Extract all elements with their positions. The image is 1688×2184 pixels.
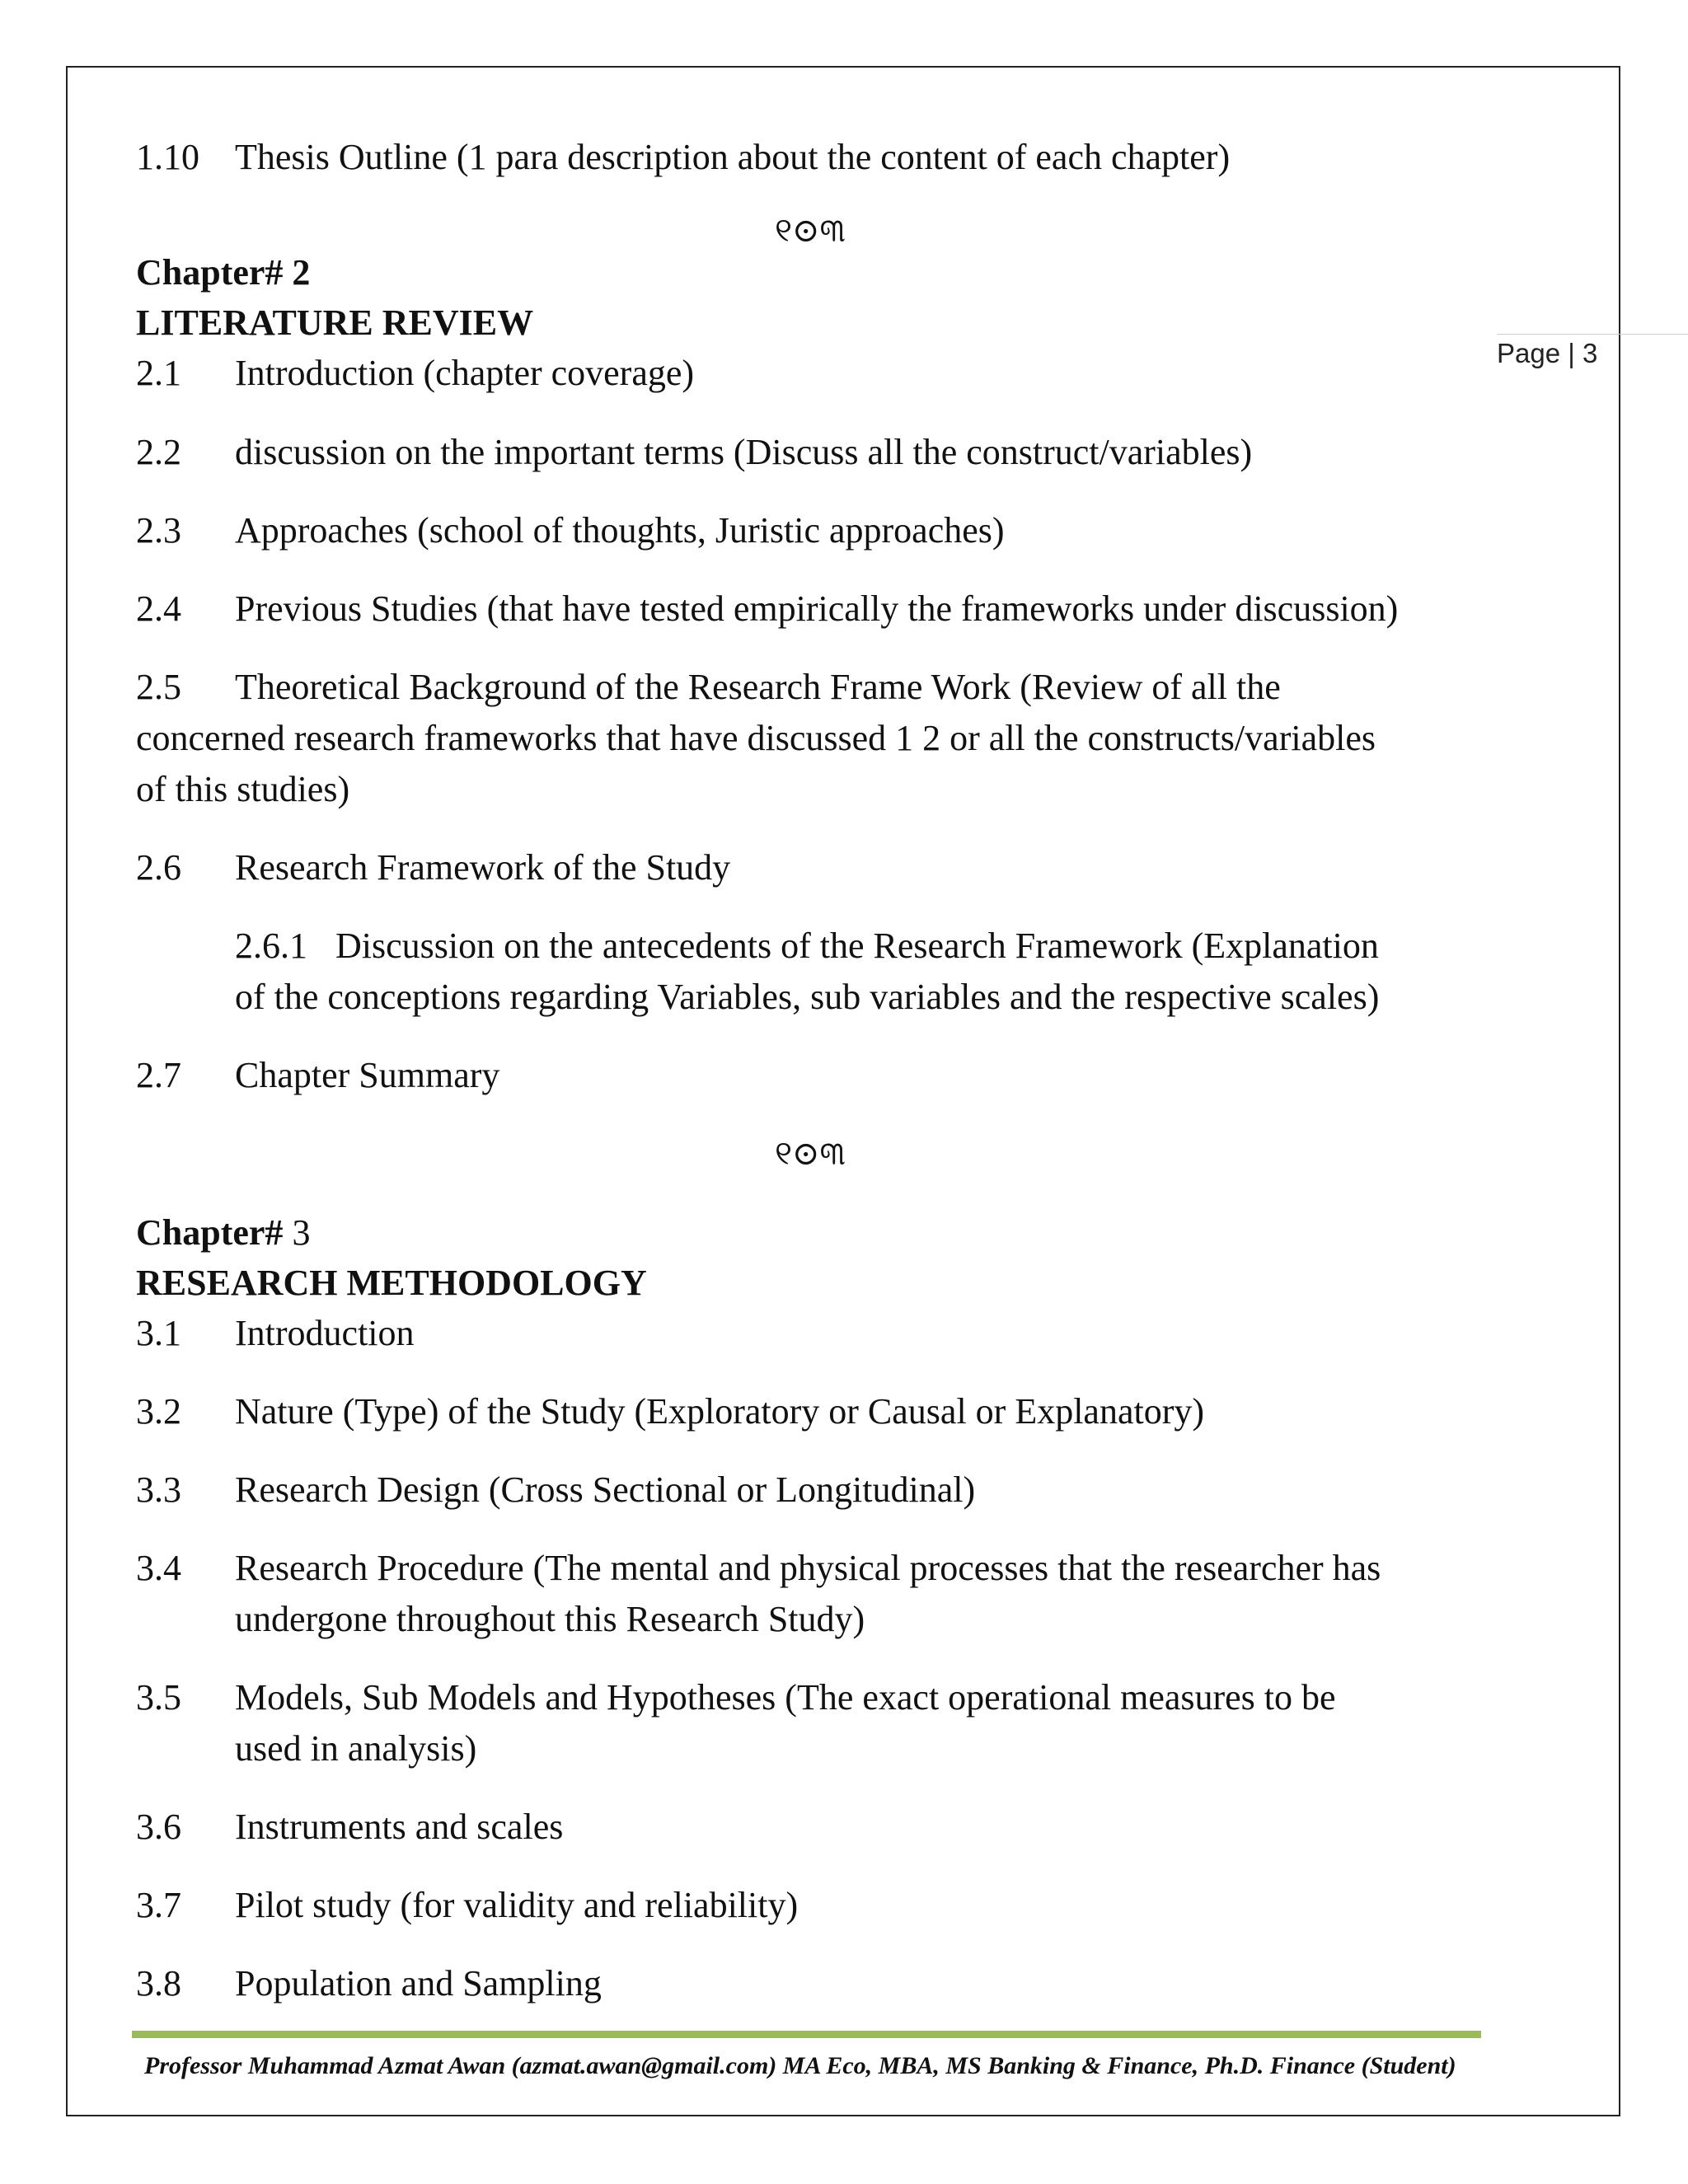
chapter-2-title: LITERATURE REVIEW: [136, 302, 534, 343]
section-3-4-line-2: undergone throughout this Research Study): [235, 1599, 865, 1639]
section-number: 3.6: [136, 1807, 181, 1847]
section-2-6-1-line-2: of the conceptions regarding Variables, sub variables and the respective scales): [235, 977, 1380, 1017]
section-text-line: Discussion on the antecedents of the Research Framework (Explanation: [335, 926, 1379, 966]
chapter-2-label: Chapter# 2: [136, 252, 311, 293]
footer-rule: [132, 2031, 1481, 2038]
section-number: 2.3: [136, 510, 181, 551]
section-text: Nature (Type) of the Study (Exploratory or Causal or Explanatory): [235, 1391, 1205, 1432]
section-3-3: [136, 1465, 975, 1516]
section-2-2: [136, 427, 1252, 478]
section-2-6: [136, 842, 730, 893]
section-2-5: [136, 662, 1281, 713]
ornament-divider: ୧⊙୩: [775, 212, 846, 249]
section-number: 2.4: [136, 588, 181, 629]
section-2-7: [136, 1050, 499, 1101]
section-number: 2.6.1: [235, 926, 307, 966]
section-text: Previous Studies (that have tested empirically the frameworks under discussion): [235, 588, 1399, 629]
section-text: Introduction (chapter coverage): [235, 353, 695, 393]
section-3-4: [136, 1543, 1381, 1594]
section-2-5-line-2: concerned research frameworks that have discussed 1 2 or all the constructs/variables: [136, 718, 1376, 758]
section-text-line: Models, Sub Models and Hypotheses (The exact operational measures to be: [235, 1677, 1336, 1718]
section-2-4: [136, 583, 1398, 635]
section-3-7: [136, 1880, 798, 1931]
section-text: Instruments and scales: [235, 1807, 564, 1847]
section-number: 3.2: [136, 1391, 181, 1432]
chapter-label: Chapter#: [136, 1212, 284, 1253]
section-text: Thesis Outline (1 para description about the content of each chapter): [235, 137, 1231, 177]
section-number: 2.5: [136, 667, 181, 707]
section-3-6: [136, 1802, 563, 1853]
section-number: 3.7: [136, 1885, 181, 1925]
section-2-1: [136, 348, 694, 399]
section-text: Approaches (school of thoughts, Juristic approaches): [235, 510, 1005, 551]
section-number: 1.10: [136, 137, 199, 177]
section-text: Introduction: [235, 1313, 415, 1353]
section-3-2: [136, 1386, 1204, 1437]
chapter-number: 3: [292, 1212, 311, 1253]
footer-text: Professor Muhammad Azmat Awan (azmat.awan@gmail.com) MA Eco, MBA, MS Banking & Finance, Ph.D. Finance (Student): [144, 2052, 1456, 2079]
section-text: Research Framework of the Study: [235, 847, 731, 888]
ornament-divider: ୧⊙୩: [775, 1135, 846, 1172]
section-3-5: [136, 1672, 1336, 1723]
section-text: Research Design (Cross Sectional or Longitudinal): [235, 1469, 976, 1510]
section-text: Pilot study (for validity and reliability): [235, 1885, 799, 1925]
page-number-rule: [1497, 334, 1688, 335]
section-number: 3.5: [136, 1677, 181, 1718]
section-number: 3.8: [136, 1963, 181, 2004]
section-text: discussion on the important terms (Discuss all the construct/variables): [235, 432, 1253, 472]
section-3-8: [136, 1958, 602, 2009]
section-2-5-line-3: of this studies): [136, 769, 350, 809]
section-number: 2.6: [136, 847, 181, 888]
chapter-3-label: [136, 1207, 310, 1258]
section-2-3: [136, 505, 1005, 556]
section-2-6-1: [235, 921, 1379, 972]
section-3-5-line-2: used in analysis): [235, 1728, 477, 1769]
section-number: 2.2: [136, 432, 181, 472]
section-number: 3.4: [136, 1548, 181, 1588]
section-1-10: [136, 132, 1230, 183]
section-number: 2.1: [136, 353, 181, 393]
section-text: Chapter Summary: [235, 1055, 500, 1095]
section-number: 3.3: [136, 1469, 181, 1510]
section-number: 3.1: [136, 1313, 181, 1353]
section-number: 2.7: [136, 1055, 181, 1095]
page-number: Page | 3: [1497, 338, 1598, 368]
section-text-line: Research Procedure (The mental and physical processes that the researcher has: [235, 1548, 1381, 1588]
section-3-1: [136, 1308, 415, 1359]
chapter-3-title: RESEARCH METHODOLOGY: [136, 1263, 647, 1303]
section-text: Population and Sampling: [235, 1963, 602, 2004]
section-text-line: Theoretical Background of the Research Frame Work (Review of all the: [235, 667, 1281, 707]
